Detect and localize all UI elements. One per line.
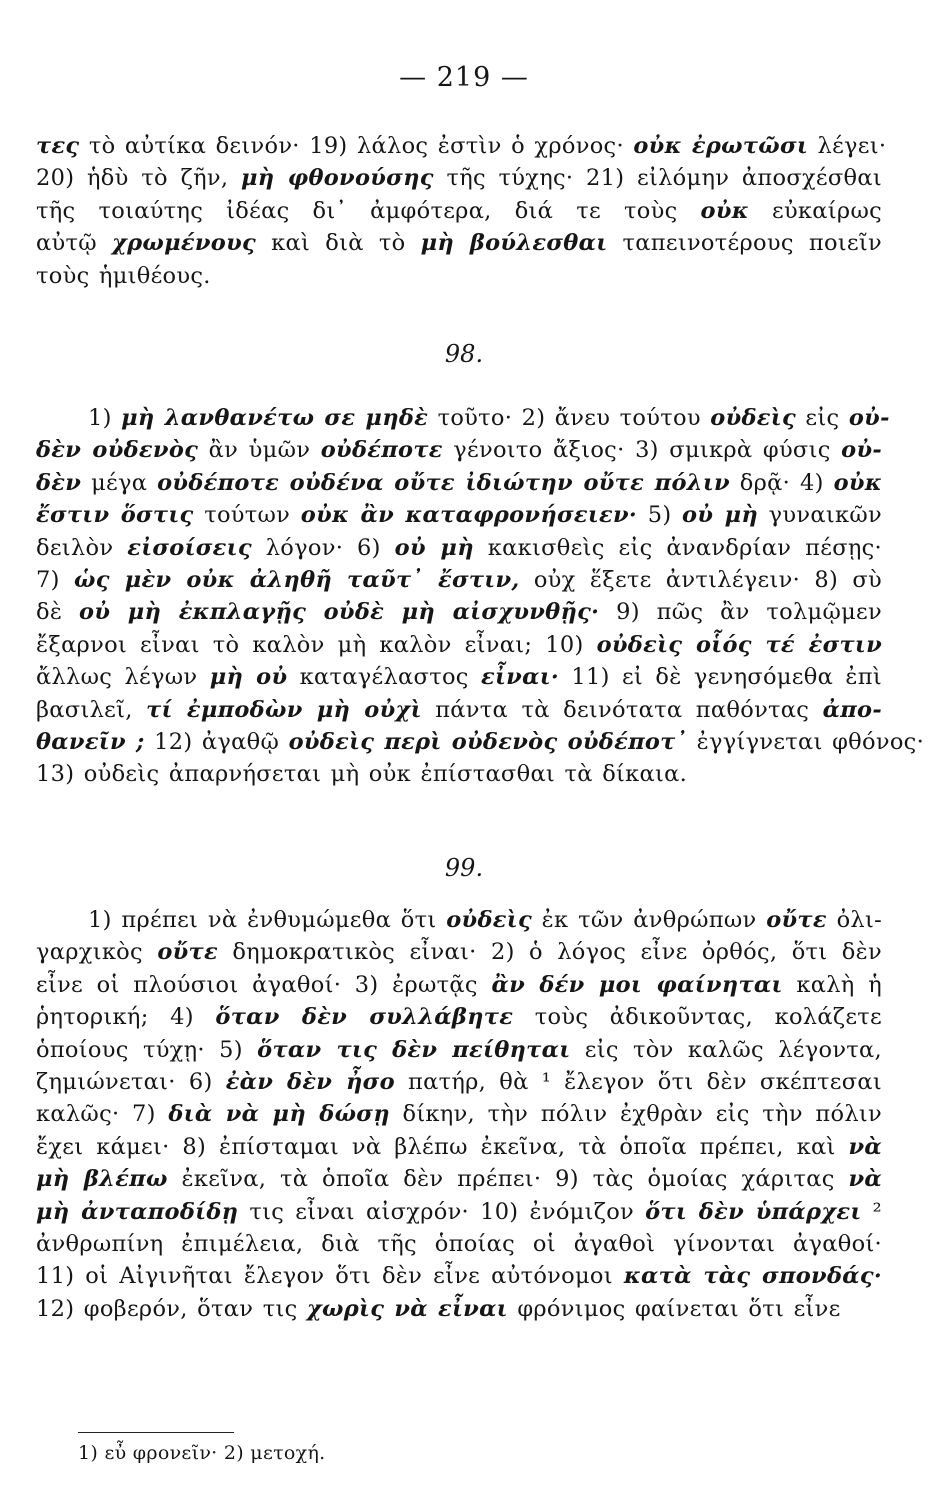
emphasis: ὅταν τις δὲν πείθηται [257,1036,571,1063]
text-line: μὴ βλέπω ἐκεῖνα, τὰ ὁποῖα δὲν πρέπει· 9) τὰς ὁμοίας χάριτας νὰ [36,1166,882,1193]
emphasis: χωρὶς νὰ εἶναι [306,1295,508,1322]
emphasis: ἀπο- [822,696,882,723]
text-line: δὲν μέγα οὐδέποτε οὐδένα οὔτε ἰδιώτην οὔτε πόλιν δρᾷ· 4) οὐκ [36,469,882,496]
emphasis: ὅταν δὲν συλλάβητε [215,1004,514,1031]
text-line: ἔξαρνοι εἶναι τὸ καλὸν μὴ καλὸν εἶναι; 10) οὐδεὶς οἷός τέ ἐστιν [36,631,882,658]
emphasis: οὐδέποτε [320,437,443,464]
emphasis: οὐκ [833,469,882,496]
text-line: 20) ἡδὺ τὸ ζῆν, μὴ φθονούσης τῆς τύχης· 21) εἰλόμην ἀποσχέσθαι [36,165,883,192]
emphasis: μὴ βλέπω [36,1166,168,1193]
footnote-rule [78,1432,234,1433]
text-line: 11) οἱ Αἰγινῆται ἔλεγον ὅτι δὲν εἶνε αὐτόνομοι κατὰ τὰς σπονδάς· [36,1263,882,1290]
emphasis: οὐ- [848,405,890,431]
emphasis: τί ἐμποδὼν μὴ οὐχὶ [146,696,422,723]
emphasis: οὐδεὶς [710,405,796,431]
text-line: ζημιώνεται· 6) ἐὰν δὲν ἦσο πατήρ, θὰ ¹ ἔλεγον ὅτι δὲν σκέπτεσαι [36,1068,882,1095]
emphasis: οὐ μὴ ἐκπλαγῇς οὐδὲ μὴ αἰσχυνθῇς· [79,599,600,626]
section-99-text [36,904,882,1325]
section-98-text [36,402,925,791]
emphasis: κατὰ τὰς σπονδάς· [623,1263,882,1290]
text-line: ἔστιν ὅστις τούτων οὐκ ἂν καταφρονήσειεν· 5) οὐ μὴ γυναικῶν [36,502,882,529]
text-line: τες τὸ αὐτίκα δεινόν· 19) λάλος ἐστὶν ὁ χρόνος· οὐκ ἐρωτῶσι λέγει· [36,133,887,159]
emphasis: οὐδεὶς [446,907,532,933]
emphasis: μὴ ἀνταποδίδῃ [36,1198,239,1225]
text-line: ἔχει κάμει· 8) ἐπίσταμαι νὰ βλέπω ἐκεῖνα, τὰ ὁποῖα πρέπει, καὶ νὰ [36,1133,882,1160]
emphasis: νὰ [848,1166,882,1193]
paragraph-continued [36,130,887,292]
emphasis: ἂν δέν μοι φαίνηται [491,971,783,998]
emphasis: μὴ φθονούσης [240,165,434,192]
emphasis: ὡς μὲν οὐκ ἀληθῆ ταῦτ᾽ ἔστιν, [74,566,520,593]
text-line: 1) μὴ λανθανέτω σε μηδὲ τοῦτο· 2) ἄνευ τούτου οὐδεὶς εἰς οὐ- [88,405,890,431]
emphasis: ἐὰν δὲν ἦσο [225,1068,395,1095]
emphasis: δὲν οὐδενὸς [36,437,199,464]
emphasis: οὐ- [841,437,883,464]
emphasis: εἶναι· [481,664,560,691]
text-line: βασιλεῖ, τί ἐμποδὼν μὴ οὐχὶ πάντα τὰ δεινότατα παθόντας ἀπο- [36,696,882,723]
emphasis: δὲν [36,469,82,496]
emphasis: οὐκ [700,197,749,224]
text-line: μὴ ἀνταποδίδῃ τις εἶναι αἰσχρόν· 10) ἐνόμιζον ὅτι δὲν ὑπάρχει ² [36,1198,882,1225]
page-number: — 219 — [399,62,529,93]
text-line: 13) οὐδεὶς ἀπαρνήσεται μὴ οὐκ ἐπίστασθαι τὰ δίκαια. [36,761,688,788]
text-line: ἀνθρωπίνη ἐπιμέλεια, διὰ τῆς ὁποίας οἱ ἀγαθοὶ γίνονται ἀγαθοί· [36,1230,882,1257]
text-line: τοὺς ἡμιθέους. [36,262,211,289]
text-line: 1) πρέπει νὰ ἐνθυμώμεθα ὅτι οὐδεὶς ἐκ τῶν ἀνθρώπων οὔτε ὀλι- [88,907,883,933]
emphasis: οὐκ ἐρωτῶσι [633,133,809,159]
emphasis: οὐδέποτε οὐδένα οὔτε ἰδιώτην οὔτε πόλιν [157,469,730,496]
emphasis: οὐδεὶς οἷός τέ ἐστιν [596,631,882,658]
text-line: αὐτῷ χρωμένους καὶ διὰ τὸ μὴ βούλεσθαι ταπεινοτέρους ποιεῖν [36,230,882,257]
emphasis: ὅτι δὲν ὑπάρχει [645,1198,862,1225]
section-number-98: 98. [444,340,484,368]
emphasis: οὐδεὶς περὶ οὐδενὸς οὐδέποτ᾽ [288,728,688,755]
emphasis: νὰ [848,1133,882,1160]
emphasis: οὔτε [766,907,827,933]
text-line: τῆς τοιαύτης ἰδέας δι᾽ ἀμφότερα, διά τε τοὺς οὐκ εὐκαίρως [36,197,882,224]
text-line: εἶνε οἱ πλούσιοι ἀγαθοί· 3) ἐρωτᾷς ἂν δέν μοι φαίνηται καλὴ ἡ [36,971,882,998]
emphasis: τες [36,133,80,159]
emphasis: οὔτε [157,939,218,966]
emphasis: οὐ μὴ [682,502,759,529]
emphasis: οὐκ ἂν καταφρονήσειεν· [300,502,638,529]
footnote: 1) εὖ φρονεῖν· 2) μετοχή. [78,1442,326,1464]
emphasis: χρωμένους [112,230,256,257]
text-line: ἄλλως λέγων μὴ οὐ καταγέλαστος εἶναι· 11) εἰ δὲ γενησόμεθα ἐπὶ [36,664,883,691]
text-line: 12) φοβερόν, ὅταν τις χωρὶς νὰ εἶναι φρόνιμος φαίνεται ὅτι εἶνε [36,1295,841,1322]
emphasis: διὰ νὰ μὴ δώσῃ [168,1101,390,1128]
emphasis: εἰσοίσεις [127,534,252,561]
text-line: θανεῖν ; 12) ἀγαθῷ οὐδεὶς περὶ οὐδενὸς οὐδέποτ᾽ ἐγγίγνεται φθόνος· [36,728,925,755]
emphasis: μὴ λανθανέτω σε μηδὲ [121,405,429,431]
emphasis: μὴ οὐ [209,664,288,691]
emphasis: ἔστιν ὅστις [36,502,194,529]
text-line: 7) ὡς μὲν οὐκ ἀληθῆ ταῦτ᾽ ἔστιν, οὐχ ἕξετε ἀντιλέγειν· 8) σὺ [36,566,882,593]
emphasis: θανεῖν ; [36,728,145,755]
text-line: δὲ οὐ μὴ ἐκπλαγῇς οὐδὲ μὴ αἰσχυνθῇς· 9) πῶς ἂν τολμῷμεν [36,599,882,626]
emphasis: μὴ βούλεσθαι [420,230,608,257]
emphasis: οὐ μὴ [394,534,474,561]
text-line: ὁποίους τύχῃ· 5) ὅταν τις δὲν πείθηται εἰς τὸν καλῶς λέγοντα, [36,1036,882,1063]
text-line: ῥητορική; 4) ὅταν δὲν συλλάβητε τοὺς ἀδικοῦντας, κολάζετε [36,1004,882,1031]
text-line: γαρχικὸς οὔτε δημοκρατικὸς εἶναι· 2) ὁ λόγος εἶνε ὀρθός, ὅτι δὲν [36,939,882,966]
text-line: δειλὸν εἰσοίσεις λόγον· 6) οὐ μὴ κακισθεὶς εἰς ἀνανδρίαν πέσῃς· [36,534,883,561]
section-number-99: 99. [444,854,484,882]
text-line: δὲν οὐδενὸς ἂν ὑμῶν οὐδέποτε γένοιτο ἄξιος· 3) σμικρὰ φύσις οὐ- [36,437,883,464]
text-line: καλῶς· 7) διὰ νὰ μὴ δώσῃ δίκην, τὴν πόλιν ἐχθρὰν εἰς τὴν πόλιν [36,1101,883,1128]
